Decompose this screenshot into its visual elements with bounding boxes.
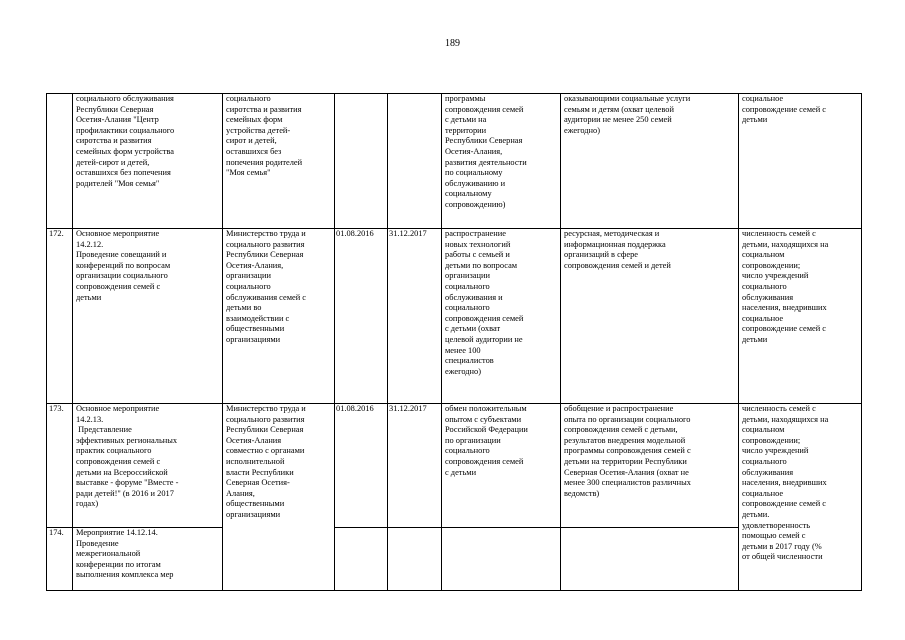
cell-indicator: численность семей с детьми, находящихся на социальном сопровождении; число учреждений социального обслуживания населения, внедривших социальное сопровождение семей с детьми. удовлетворенность помощью семей с детьми в 2017 году (% от общей численности: [742, 404, 829, 562]
cell-result: обобщение и распространение опыта по организации социального сопровождения семей с детьми, результатов внедрения модельной программы сопровождения семей с детьми на территории Республики Северная Осетия-Алания (охват не менее 300 специалистов различных ведомств): [564, 404, 691, 498]
cell-measure: Основное мероприятие 14.2.13. Представление эффективных региональных практик социального сопровождения семей с детьми на Всероссийской выставке - форуме "Вместе - ради детей!" (в 2016 и 2017 годах): [76, 404, 179, 509]
cell-start-date: 01.08.2016: [336, 404, 374, 413]
row-divider: [334, 527, 739, 528]
cell-measure: Мероприятие 14.12.14. Проведение межрегиональной конференции по итогам выполнения комплекса мер: [76, 528, 174, 580]
column-divider: [222, 93, 223, 591]
cell-end-date: 31.12.2017: [389, 229, 427, 238]
cell-measure: социального обслуживания Республики Северная Осетия-Алания "Центр профилактики социального сиротства и развития семейных форм устройства детей-сирот и детей, оставшихся без попечения родителей "Моя семья": [76, 94, 175, 188]
cell-start-date: 01.08.2016: [336, 229, 374, 238]
page-number: 189: [445, 38, 460, 49]
cell-row-number: 173.: [49, 404, 64, 413]
table-border-bottom: [46, 590, 862, 591]
cell-executor: Министерство труда и социального развития Республики Северная Осетия-Алания, организации социального обслуживания семей с детьми во взаимодействии с общественными организациями: [226, 229, 307, 344]
column-divider: [441, 93, 442, 591]
cell-row-number: 172.: [49, 229, 64, 238]
column-divider: [46, 93, 47, 591]
column-divider: [861, 93, 862, 591]
column-divider: [334, 93, 335, 591]
cell-measure: Основное мероприятие 14.2.12. Проведение совещаний и конференций по вопросам организации социального сопровождения семей с детьми: [76, 229, 171, 302]
column-divider: [738, 93, 739, 591]
cell-direction: распространение новых технологий работы с семьей и детьми по вопросам организации социального обслуживания и социального сопровождения семей с детьми (охват целевой аудитории не менее 100 специалистов ежегодно): [445, 229, 524, 376]
column-divider: [560, 93, 561, 591]
column-divider: [72, 93, 73, 591]
column-divider: [387, 93, 388, 591]
cell-result: оказывающими социальные услуги семьям и детям (охват целевой аудитории не менее 250 семей ежегодно): [564, 94, 691, 135]
cell-row-number: 174.: [49, 528, 64, 537]
cell-result: ресурсная, методическая и информационная поддержка организаций в сфере сопровождения семей и детей: [564, 229, 671, 270]
cell-indicator: численность семей с детьми, находящихся на социальном сопровождении; число учреждений социального обслуживания населения, внедривших социальное сопровождение семей с детьми: [742, 229, 829, 344]
cell-executor: социального сиротства и развития семейных форм устройства детей- сирот и детей, оставшихся без попечения родителей "Моя семья": [226, 94, 303, 178]
cell-direction: обмен положительным опытом с субъектами Российской Федерации по организации социального сопровождения семей с детьми: [445, 404, 528, 477]
cell-direction: программы сопровождения семей с детьми на территории Республики Северная Осетия-Алания, развития деятельности по социальному обслуживанию и социальному сопровождению): [445, 94, 527, 209]
cell-indicator: социальное сопровождение семей с детьми: [742, 94, 827, 125]
cell-executor: Министерство труда и социального развития Республики Северная Осетия-Алания совместно с органами исполнительной власти Республики Северная Осетия- Алания, общественными организациями: [226, 404, 306, 519]
cell-end-date: 31.12.2017: [389, 404, 427, 413]
